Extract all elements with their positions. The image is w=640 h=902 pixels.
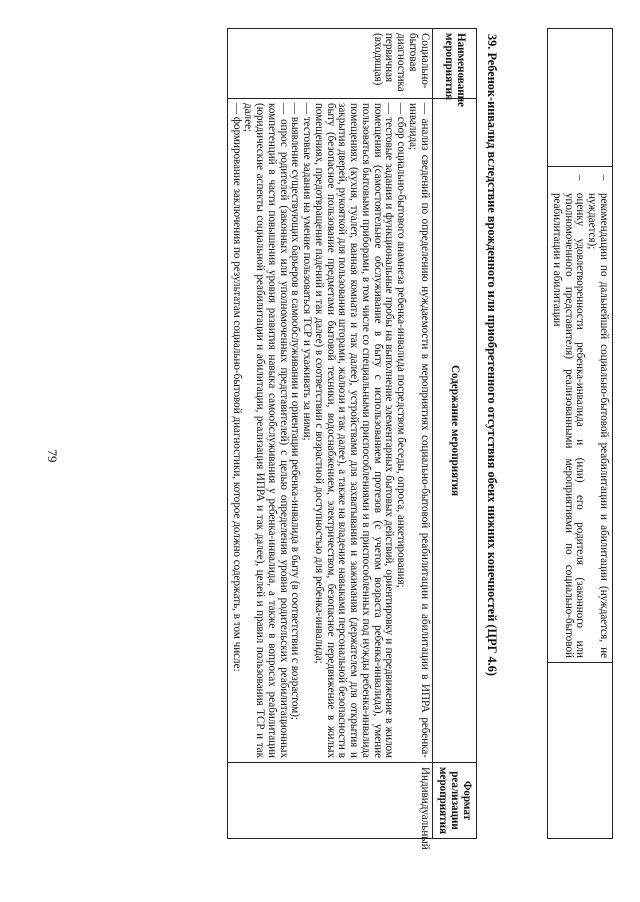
activity-format-cell: Индивидуальный (228, 763, 433, 839)
list-item: – оценку удовлетворенности ребенка-инвалида и (или) его родителя (законного или уполномоченного представителя) реализованными мероприятиями по социально-бытовой реабилитации и абилитации (550, 171, 585, 658)
content-item: — тестовые задания и функциональные пробы на выполнение элементарных бытовых действий, ориентировку и передвижение в жилом помещении (самостоятельное обслуживание в быту с использованием протезов (с учетом возраста ребенка-инвалида), умение пользоваться бытовыми приборами, в том числе со специальными приспособлениями и в приспособленных под нужды ребенка-инвалида помещениях (кухня, туалет, ванная комната и так далее), устройствами для захватывания и зажимания (держателем для открытия и закрытия дверей, рукояткой для пользования шторами, жалюзи и так далее), а также на владение навыками персональной безопасности в быту (безопасное пользование предметами бытовой техники, водоснабжением, электричеством, безопасное передвижение в жилых помещениях, предотвращение падений и так далее) в соответствии с возрастной доступностью для ребенка-инвалида; (313, 103, 396, 758)
content-item: — сбор социально-бытового анамнеза ребенка-инвалида посредством беседы, опроса, анкетирования; (395, 103, 408, 588)
page-number: 79 (45, 449, 60, 463)
empty-format-cell (548, 663, 613, 839)
content-item: — анализ сведений по определению нуждаемости в мероприятиях социально-бытовой реабилитации и абилитации в ИПРА ребенка-инвалида; (407, 103, 431, 758)
table-header-row (432, 29, 476, 839)
previous-content-cell (548, 167, 613, 663)
content-item: — опрос родителей (законных или уполномоченных представителей) с целью определения уровня родительских реабилитационных компетенций в части повышения уровня развития навыка самообслуживания у ребенка-инвалида, а также в вопросах реабилитации (юридические аспекты социальной реабилитации и абилитации, реализация ИПРА и так далее), целей и правил пользования ТСР и так далее; (242, 103, 290, 758)
empty-name-cell (548, 29, 613, 167)
list-item: – рекомендации по дальнейшей социально-бытовой реабилитации и абилитации (нуждается, не нуждается); (586, 171, 610, 658)
content-item: — выявление существующих барьеров в самообслуживании и ориентации ребенка-инвалида в быту (в соответствии с возрастом); (289, 103, 302, 721)
content-item: — тестовые задания на умение пользоваться ТСР и ухаживать за ними; (301, 103, 314, 441)
table-row (228, 29, 433, 839)
content-item: — формирование заключения по результатам социально-бытовой диагностики, которое должно содержать, в том числе: (230, 103, 243, 672)
activities-table (227, 28, 477, 850)
section-title: 39. Ребенок-инвалид вследствие врожденного или приобретенного отсутствия обеих нижних конечностей (ЦРГ 4.6) (485, 34, 499, 676)
rotated-page-content (33, 28, 613, 848)
header-content: Содержание мероприятия (432, 99, 476, 763)
header-name: Наименование мероприятия (432, 29, 476, 99)
header-format: Формат реализации мероприятия (432, 763, 476, 839)
previous-table-continuation (547, 28, 613, 839)
activity-content-cell (228, 99, 433, 763)
previous-items-list (550, 171, 609, 658)
activity-name-cell: Социально-бытовая диагностика первичная (входящая) (228, 29, 433, 99)
